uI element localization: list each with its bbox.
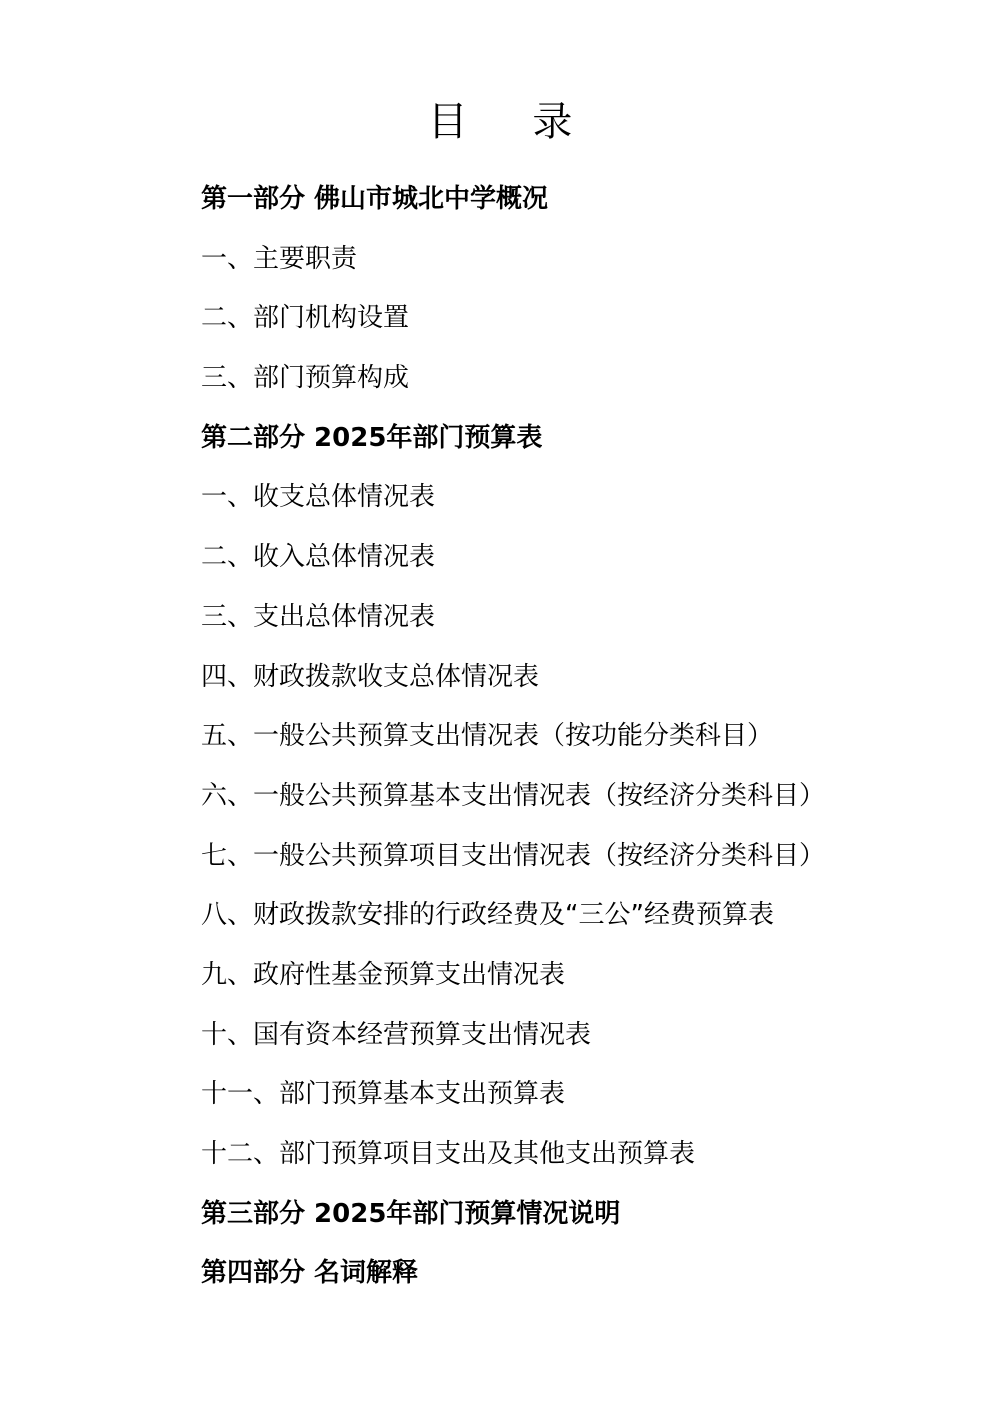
page-title: 目 录 — [427, 99, 599, 145]
toc-entry: 七、一般公共预算项目支出情况表（按经济分类科目） — [201, 840, 826, 871]
toc-entry: 十二、部门预算项目支出及其他支出预算表 — [201, 1139, 696, 1169]
toc-entry: 二、收入总体情况表 — [201, 542, 436, 573]
toc-entry: 四、财政拨款收支总体情况表 — [201, 661, 540, 692]
toc-entry: 一、收支总体情况表 — [201, 482, 436, 513]
toc-entry-part-1: 第一部分 佛山市城北中学概况 — [201, 184, 549, 214]
toc-entry: 十一、部门预算基本支出预算表 — [201, 1079, 566, 1110]
toc-entry: 三、部门预算构成 — [201, 363, 410, 394]
toc-entry-part-2: 第二部分 2025年部门预算表 — [201, 422, 543, 453]
toc-entry: 二、部门机构设置 — [201, 303, 410, 334]
toc-entry: 八、财政拨款安排的行政经费及“三公”经费预算表 — [201, 900, 774, 931]
toc-entry: 一、主要职责 — [201, 243, 358, 274]
toc-entry: 五、一般公共预算支出情况表（按功能分类科目） — [201, 721, 774, 752]
toc-entry: 十、国有资本经营预算支出情况表 — [201, 1019, 592, 1050]
toc-entry-part-4: 第四部分 名词解释 — [201, 1258, 419, 1289]
toc-entry: 九、政府性基金预算支出情况表 — [201, 959, 566, 990]
toc-entry-part-3: 第三部分 2025年部门预算情况说明 — [201, 1198, 621, 1229]
toc-entry: 六、一般公共预算基本支出情况表（按经济分类科目） — [201, 780, 826, 811]
table-of-contents — [201, 170, 961, 1304]
toc-entry: 三、支出总体情况表 — [201, 601, 436, 632]
